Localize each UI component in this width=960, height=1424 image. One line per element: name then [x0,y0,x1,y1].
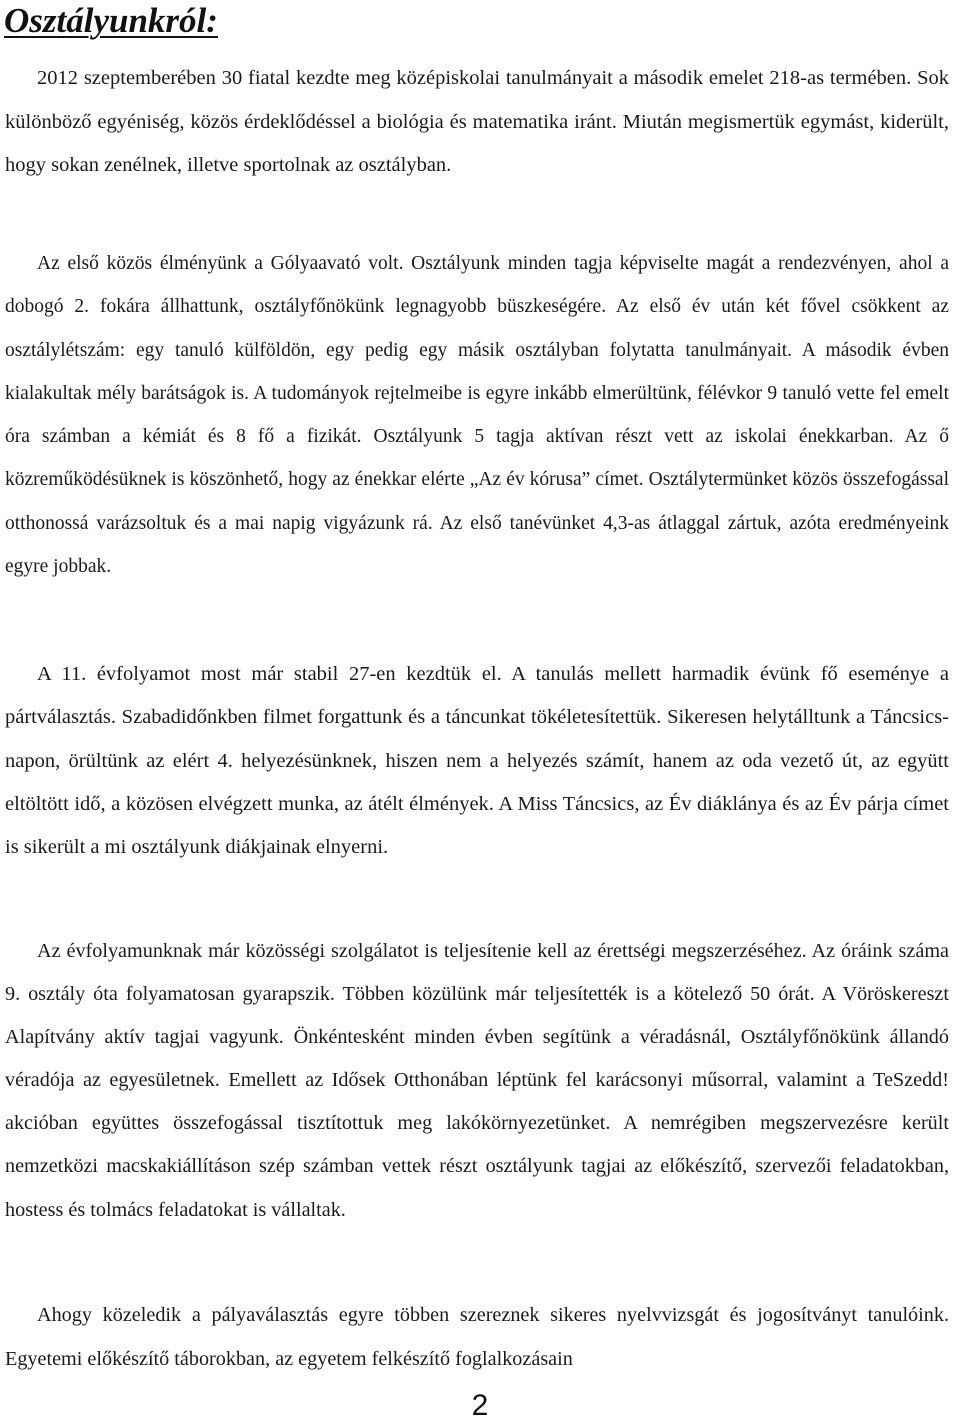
paragraph-text: Az első közös élményünk a Gólyaavató volt. Osztályunk minden tagja képviselte magát a rendezvényen, ahol a dobogó 2. fokára állhattunk, osztályfőnökünk legnagyobb büszkeségére. Az első év után két fővel csökkent az osztálylétszám: egy tanuló külföldön, egy pedig egy másik osztályban folytatta tanulmányait. A második évben kialakultak mély barátságok is. A tudományok rejtelmeibe is egyre inkább elmerültünk, félévkor 9 tanuló vette fel emelt óra számban a kémiát és 8 fő a fizikát. Osztályunk 5 tagja aktívan részt vett az iskolai énekkarban. Az ő közreműködésüknek is köszönhető, hogy az énekkar elérte „Az év kórusa” címet. Osztálytermünket közös összefogással otthonossá varázsoltuk és a mai napig vigyázunk rá. Az első tanévünket 4,3-as átlaggal zártuk, azóta eredményeink egyre jobbak. [5,253,949,578]
paragraph-community-service [5,930,949,1232]
page-title: Osztályunkról: [4,1,218,40]
paragraph-text: A 11. évfolyamot most már stabil 27-en kezdtük el. A tanulás mellett harmadik évünk fő eseménye a pártválasztás. Szabadidőnkben filmet forgattunk és a táncunkat tökéletesítettük. Sikeresen helytálltunk a Táncsics- napon, örültünk az elért 4. helyezésünknek, hiszen nem a helyezés számít, hanem az oda vezető út, az együtt eltöltött idő, a közösen elvégzett munka, az átélt élmények. A Miss Táncsics, az Év diáklánya és az Év párja címet is sikerült a mi osztályunk diákjainak elnyerni. [5,663,949,859]
paragraph-text: Ahogy közeledik a pályaválasztás egyre többen szereznek sikeres nyelvvizsgát és jogosítványt tanulóink. Egyetemi előkészítő táborokban, az egyetem felkészítő foglalkozásain [5,1304,949,1370]
paragraph-eleventh-grade [5,653,949,869]
paragraph-text: Az évfolyamunknak már közösségi szolgálatot is teljesítenie kell az érettségi megszerzéséhez. Az óráink száma 9. osztály óta folyamatosan gyarapszik. Többen közülünk már teljesítették is a kötelező 50 órát. A Vöröskereszt Alapítvány aktív tagjai vagyunk. Önkéntesként minden évben segítünk a véradásnál, Osztályfőnökünk állandó véradója az egyesületnek. Emellett az Idősek Otthonában léptünk fel karácsonyi műsorral, valamint a TeSzedd! akcióban együttes összefogással tisztítottuk meg lakókörnyezetünket. A nemrégiben megszervezésre került nemzetközi macskakiállításon szép számban vettek részt osztályunk tagjai az előkészítő, szervezői feladatokban, hostess és tolmács feladatokat is vállaltak. [5,940,949,1221]
paragraph-text: 2012 szeptemberében 30 fiatal kezdte meg középiskolai tanulmányait a második emelet 218-as termében. Sok különböző egyéniség, közös érdeklődéssel a biológia és matematika iránt. Miután megismertük egymást, kiderült, hogy sokan zenélnek, illetve sportolnak az osztályban. [5,67,949,176]
paragraph-first-years [5,242,949,588]
page-number: 2 [471,1389,489,1422]
paragraph-intro [5,57,949,188]
paragraph-career-choice [5,1294,949,1381]
